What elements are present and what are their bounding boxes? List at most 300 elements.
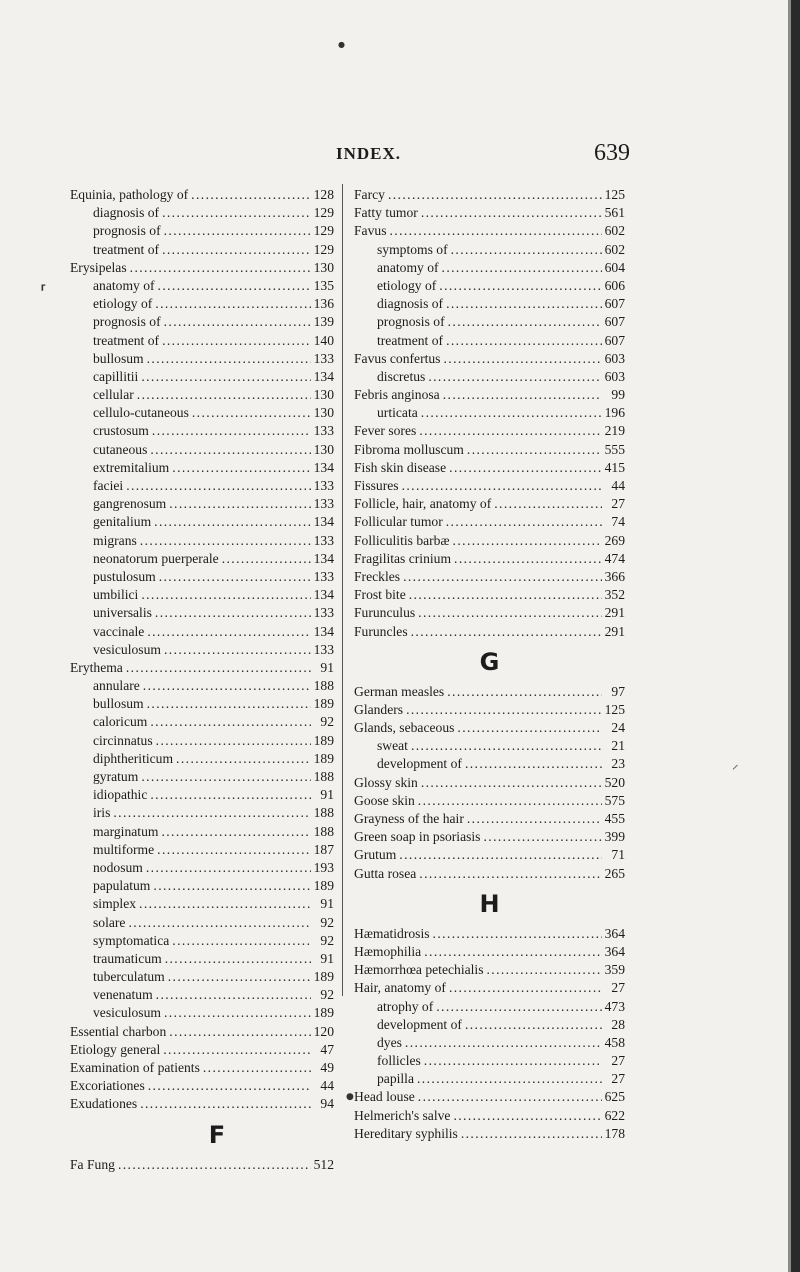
running-title: INDEX. [336,144,402,163]
leader-dots [164,222,311,240]
leader-dots [150,441,310,459]
entry-term: symptoms of [377,241,448,257]
leader-dots [467,441,602,459]
leader-dots [453,532,602,550]
entry-term: bullosum [93,696,144,712]
index-subentry [70,295,334,313]
index-subentry [70,695,334,713]
leader-dots [449,979,602,997]
index-subentry [70,459,334,477]
leader-dots [203,1059,311,1077]
index-subentry [70,877,334,895]
entry-term: idiopathic [93,787,148,803]
leader-dots [446,513,602,531]
entry-term: caloricum [93,714,148,730]
entry-term: Hair, anatomy of [354,980,446,996]
index-subentry [354,1052,625,1070]
leader-dots [141,368,310,386]
entry-page-number: 129 [313,241,334,257]
entry-page-number: 555 [604,441,625,457]
entry-page-number: 24 [611,720,625,736]
entry-page-number: 291 [604,605,625,621]
entry-term: Fa Fung [70,1156,115,1172]
index-entry [354,422,625,440]
leader-dots [421,404,602,422]
index-entry [354,846,625,864]
leader-dots [126,477,310,495]
index-subentry [70,786,334,804]
entry-term: Examination of patients [70,1060,200,1075]
entry-term: faciei [93,478,124,493]
index-entry [354,532,625,550]
entry-term: tuberculatum [93,969,165,985]
entry-page-number: 92 [320,714,334,730]
index-entry [70,659,334,677]
index-subentry [70,277,334,295]
entry-term: bullosum [93,350,144,366]
section-letter: H [479,889,500,918]
index-subentry [70,477,334,495]
index-subentry [70,568,334,586]
index-column-left [70,186,334,1174]
leader-dots [418,604,601,622]
index-subentry [70,895,334,913]
leader-dots [146,859,311,877]
index-entry [354,186,625,204]
leader-dots [465,755,602,773]
leader-dots [128,914,311,932]
entry-page-number: 473 [604,998,625,1014]
index-entry [70,1059,334,1077]
index-subentry [354,259,625,277]
entry-term: Furuncles [354,623,408,639]
leader-dots [222,550,311,568]
entry-page-number: 622 [604,1107,625,1123]
index-subentry [354,332,625,350]
leader-dots [436,998,601,1016]
entry-page-number: 140 [313,332,334,348]
entry-term: papilla [377,1071,414,1087]
entry-term: Grutum [354,847,397,863]
entry-term: Folliculitis barbæ [354,532,450,548]
index-entry [70,259,334,277]
entry-term: capillitii [93,368,139,384]
leader-dots [156,732,311,750]
index-subentry [70,386,334,404]
entry-term: development of [377,756,462,772]
entry-term: pustulosum [93,568,156,584]
entry-term: Fibroma molluscum [354,441,464,457]
leader-dots [406,701,602,719]
entry-term: extremitalium [93,459,170,475]
index-subentry [354,737,625,755]
entry-page-number: 561 [604,205,625,221]
leader-dots [465,1016,602,1034]
entry-page-number: 603 [604,368,625,384]
index-subentry [354,241,625,259]
index-entry [354,1088,625,1106]
leader-dots [417,1070,602,1088]
entry-page-number: 193 [313,859,334,875]
index-subentry [70,950,334,968]
index-subentry [70,404,334,422]
index-subentry [70,241,334,259]
index-subentry [70,823,334,841]
leader-dots [446,295,602,313]
leader-dots [443,386,602,404]
index-subentry [70,586,334,604]
index-subentry [354,368,625,386]
index-entry [354,1107,625,1125]
entry-page-number: 133 [313,605,334,621]
entry-page-number: 135 [313,277,334,293]
leader-dots [118,1156,311,1174]
entry-page-number: 188 [313,769,334,784]
entry-term: development of [377,1016,462,1032]
leader-dots [418,1088,602,1106]
leader-dots [162,204,311,222]
leader-dots [172,932,311,950]
entry-term: Essential charbon [70,1023,167,1039]
entry-page-number: 189 [313,696,334,712]
entry-term: migrans [93,532,137,548]
leader-dots [191,186,310,204]
index-entry [354,513,625,531]
entry-term: discretus [377,368,426,384]
index-subentry [70,968,334,986]
entry-term: iris [93,805,111,821]
entry-term: treatment of [377,332,444,348]
entry-term: Hereditary syphilis [354,1125,458,1141]
entry-page-number: 130 [313,441,334,457]
entry-page-number: 474 [604,550,625,566]
leader-dots [421,774,602,792]
index-entry [354,350,625,368]
entry-term: Gutta rosea [354,865,417,881]
index-subentry [70,986,334,1004]
entry-term: Freckles [354,568,401,584]
leader-dots [113,804,310,822]
leader-dots [405,1034,602,1052]
leader-dots [165,950,311,968]
entry-term: Hæmatidrosis [354,925,430,941]
entry-page-number: 44 [320,1078,334,1094]
entry-page-number: 196 [604,405,625,421]
index-subentry [354,1070,625,1088]
entry-page-number: 74 [611,514,625,530]
entry-term: Frost bite [354,587,406,603]
entry-term: Fatty tumor [354,205,418,221]
leader-dots [402,477,602,495]
index-subentry [70,204,334,222]
entry-term: anatomy of [93,277,155,293]
leader-dots [164,1004,311,1022]
entry-page-number: 512 [313,1156,334,1172]
index-entry [354,979,625,997]
entry-page-number: 130 [313,405,334,421]
leader-dots [147,695,311,713]
entry-page-number: 133 [313,478,334,493]
entry-term: symptomatica [93,932,170,948]
entry-page-number: 47 [320,1041,334,1057]
index-entry [354,495,625,513]
entry-page-number: 130 [313,387,334,403]
index-entry [354,1125,625,1143]
entry-page-number: 91 [320,659,334,675]
entry-page-number: 99 [611,387,625,403]
entry-page-number: 366 [604,568,625,584]
leader-dots [439,277,601,295]
leader-dots [399,846,602,864]
index-entry [354,204,625,222]
entry-page-number: 23 [611,756,625,772]
entry-page-number: 625 [604,1089,625,1105]
entry-page-number: 136 [313,296,334,312]
leader-dots [150,786,311,804]
entry-term: urticata [377,405,418,421]
leader-dots [461,1125,602,1143]
leader-dots [172,459,310,477]
entry-page-number: 134 [313,514,334,530]
entry-term: cellulo-cutaneous [93,405,189,421]
entry-term: papulatum [93,878,151,894]
entry-term: cellular [93,387,134,403]
entry-term: genitalium [93,514,152,530]
entry-term: Follicle, hair, anatomy of [354,496,492,512]
entry-page-number: 602 [604,241,625,257]
speck-mark-icon: ● [338,40,345,49]
index-entry [354,810,625,828]
index-subentry [70,641,334,659]
entry-term: Goose skin [354,792,415,808]
entry-term: Furunculus [354,605,416,621]
entry-page-number: 27 [611,496,625,512]
index-entry [70,1077,334,1095]
leader-dots [176,750,311,768]
entry-page-number: 607 [604,296,625,312]
index-subentry [70,768,334,786]
entry-page-number: 189 [313,750,334,766]
margin-mark-icon: ⸢ [40,282,48,303]
section-letter: F [208,1120,226,1149]
leader-dots [448,313,602,331]
entry-term: etiology of [377,277,437,293]
leader-dots [154,513,310,531]
leader-dots [162,241,311,259]
index-subentry [70,495,334,513]
entry-term: Hæmorrhœa petechialis [354,962,484,978]
index-entry [354,222,625,240]
index-entry [354,828,625,846]
entry-page-number: 188 [313,823,334,839]
leader-dots [163,1041,311,1059]
index-subentry [70,713,334,731]
index-subentry [70,532,334,550]
entry-term: sweat [377,738,408,754]
entry-term: simplex [93,896,137,912]
index-subentry [70,932,334,950]
entry-term: Glands, sebaceous [354,720,455,736]
entry-page-number: 359 [604,962,625,978]
index-subentry [70,732,334,750]
entry-term: Fish skin disease [354,459,447,475]
column-divider [342,184,343,996]
index-subentry [70,422,334,440]
entry-page-number: 91 [320,896,334,912]
entry-page-number: 133 [313,423,334,439]
entry-term: marginatum [93,823,159,839]
leader-dots [158,277,311,295]
entry-term: vesiculosum [93,1005,161,1021]
entry-term: follicles [377,1053,421,1069]
index-subentry [70,804,334,822]
entry-term: solare [93,914,126,930]
entry-term: treatment of [93,332,160,348]
entry-term: diagnosis of [93,205,160,221]
entry-term: diagnosis of [377,296,444,312]
entry-term: Farcy [354,187,385,202]
leader-dots [442,259,602,277]
leader-dots [130,259,311,277]
entry-term: Febris anginosa [354,387,440,403]
entry-term: circinnatus [93,732,153,748]
entry-page-number: 133 [313,496,334,512]
page-number: 639 [594,140,630,166]
index-entry [354,623,625,641]
index-column-right [354,186,625,1143]
index-entry [70,1156,334,1174]
leader-dots [454,550,602,568]
index-entry [70,1041,334,1059]
entry-page-number: 134 [313,550,334,566]
entry-term: Glossy skin [354,774,418,790]
section-letter: G [479,647,500,676]
entry-page-number: 603 [604,350,625,366]
entry-page-number: 607 [604,332,625,348]
index-entry [354,792,625,810]
leader-dots [421,204,602,222]
entry-page-number: 575 [604,792,625,808]
entry-term: dyes [377,1034,402,1050]
leader-dots [141,586,310,604]
entry-term: Follicular tumor [354,514,443,530]
entry-page-number: 364 [604,943,625,959]
entry-term: venenatum [93,987,153,1003]
entry-page-number: 189 [313,1005,334,1021]
entry-term: universalis [93,605,152,621]
tick-mark-icon: ⸍ [732,763,739,778]
leader-dots [424,943,601,961]
leader-dots [162,332,311,350]
entry-term: prognosis of [377,314,445,330]
index-subentry [354,313,625,331]
index-subentry [70,513,334,531]
leader-dots [148,1077,311,1095]
index-subentry [70,350,334,368]
leader-dots [418,792,602,810]
entry-page-number: 91 [320,950,334,966]
entry-term: vesiculosum [93,641,161,657]
entry-term: atrophy of [377,998,434,1014]
leader-dots [157,841,310,859]
entry-term: Erythema [70,659,123,675]
leader-dots [169,495,310,513]
entry-page-number: 27 [611,1053,625,1069]
entry-page-number: 602 [604,223,625,239]
leader-dots [467,810,602,828]
entry-term: multiforme [93,841,155,857]
entry-term: Head louse [354,1089,415,1105]
entry-page-number: 129 [313,223,334,239]
entry-term: Grayness of the hair [354,811,464,826]
entry-page-number: 455 [604,811,625,826]
index-entry [354,550,625,568]
entry-term: Etiology general [70,1041,161,1057]
leader-dots [147,350,311,368]
entry-term: neonatorum puerperale [93,550,219,566]
entry-term: prognosis of [93,223,161,239]
entry-page-number: 604 [604,259,625,275]
leader-dots [153,877,310,895]
speck-mark-icon: ● [346,1092,354,1102]
leader-dots [152,422,311,440]
entry-term: Fragilitas crinium [354,550,452,566]
entry-page-number: 269 [604,532,625,548]
entry-page-number: 21 [611,738,625,754]
entry-term: Erysipelas [70,259,127,275]
entry-term: German measles [354,683,445,699]
index-entry [354,774,625,792]
leader-dots [139,895,311,913]
entry-page-number: 189 [313,969,334,985]
entry-page-number: 134 [313,459,334,475]
index-entry [70,1095,334,1113]
entry-page-number: 458 [604,1034,625,1050]
entry-page-number: 134 [313,587,334,603]
entry-term: Green soap in psoriasis [354,829,481,845]
leader-dots [419,865,601,883]
index-entry [354,459,625,477]
leader-dots [446,332,602,350]
entry-term: Exudationes [70,1096,138,1112]
entry-page-number: 130 [313,259,334,275]
leader-dots [147,623,310,641]
entry-page-number: 133 [313,568,334,584]
entry-page-number: 399 [604,829,625,845]
entry-page-number: 27 [611,980,625,996]
index-entry [354,441,625,459]
leader-dots [411,737,602,755]
index-subentry [70,623,334,641]
index-subentry [70,332,334,350]
index-entry [354,961,625,979]
index-entry [354,865,625,883]
leader-dots [161,823,310,841]
leader-dots [447,683,602,701]
entry-term: Fissures [354,478,399,493]
entry-term: diphtheriticum [93,750,174,766]
leader-dots [443,350,601,368]
entry-page-number: 129 [313,205,334,221]
leader-dots [192,404,311,422]
index-subentry [354,404,625,422]
entry-term: vaccinale [93,623,145,639]
entry-term: annulare [93,678,140,694]
index-entry [70,186,334,204]
index-entry [354,477,625,495]
entry-page-number: 92 [320,914,334,930]
index-subentry [70,222,334,240]
